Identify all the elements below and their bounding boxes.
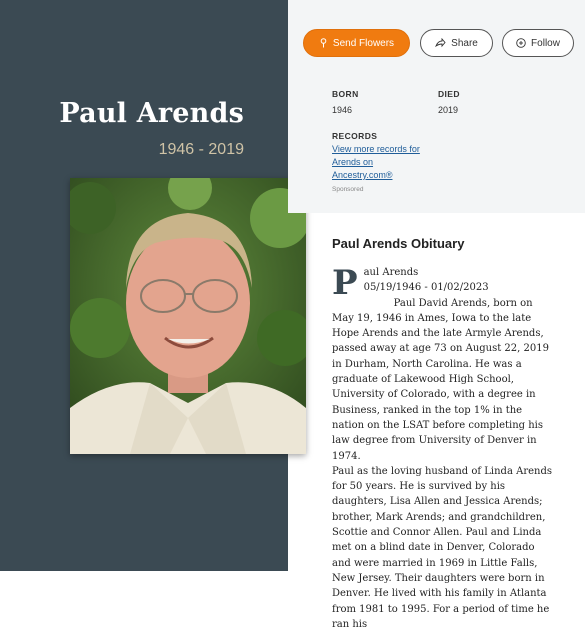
send-flowers-label: Send Flowers (332, 37, 395, 49)
obituary-paragraph-1: Paul David Arends, born on May 19, 1946 in Ames, Iowa to the late Hope Arends and the late Armyle Arends, passed away at age 73 on August 22, 2019 in Durham, North Carolina. He was a graduate of Lakewood High School, University of Colorado, with a degree in Business, ranked in the top 1% in the nation on the LSAT before completing his law degree from University of Denver in 1974. (332, 297, 549, 462)
share-label: Share (451, 37, 478, 49)
died-value: 2019 (438, 105, 459, 115)
sponsored-note: Sponsored (332, 186, 364, 193)
share-button[interactable] (420, 29, 493, 57)
share-arrow-icon (435, 38, 446, 48)
flower-icon (319, 38, 328, 48)
portrait-photo (70, 178, 306, 454)
deceased-name: Paul Arends (59, 98, 244, 129)
send-flowers-button[interactable] (303, 29, 410, 57)
plus-circle-icon (516, 38, 526, 48)
born-label: BORN (332, 89, 359, 99)
obituary-name-line: aul Arends (363, 267, 419, 278)
died-label: DIED (438, 89, 460, 99)
obituary-title: Paul Arends Obituary (332, 236, 465, 251)
born-value: 1946 (332, 105, 353, 115)
obituary-paragraph-2: Paul as the loving husband of Linda Arends for 50 years. He is survived by his daughters, Lisa Allen and Jessica Arends; brother, Mark Arends; and grandchildren, Scottie and Connor Allen. Paul and Linda met on a blind date in Denver, Colorado and were married in 1969 in Little Falls, New Jersey. Their daughters were born in Denver. He lived with his family in Atlanta from 1981 to 1995. For a period of time he ran his (332, 465, 552, 630)
obituary-dates-line: 05/19/1946 - 01/02/2023 (363, 282, 489, 294)
life-years: 1946 - 2019 (158, 141, 244, 158)
follow-button[interactable] (502, 29, 574, 57)
obituary-text (332, 265, 552, 632)
ancestry-records-link[interactable]: View more records for Arends on Ancestry.com® (332, 144, 420, 180)
follow-label: Follow (531, 37, 560, 49)
drop-cap: P (332, 263, 358, 303)
records-label: RECORDS (332, 131, 378, 141)
